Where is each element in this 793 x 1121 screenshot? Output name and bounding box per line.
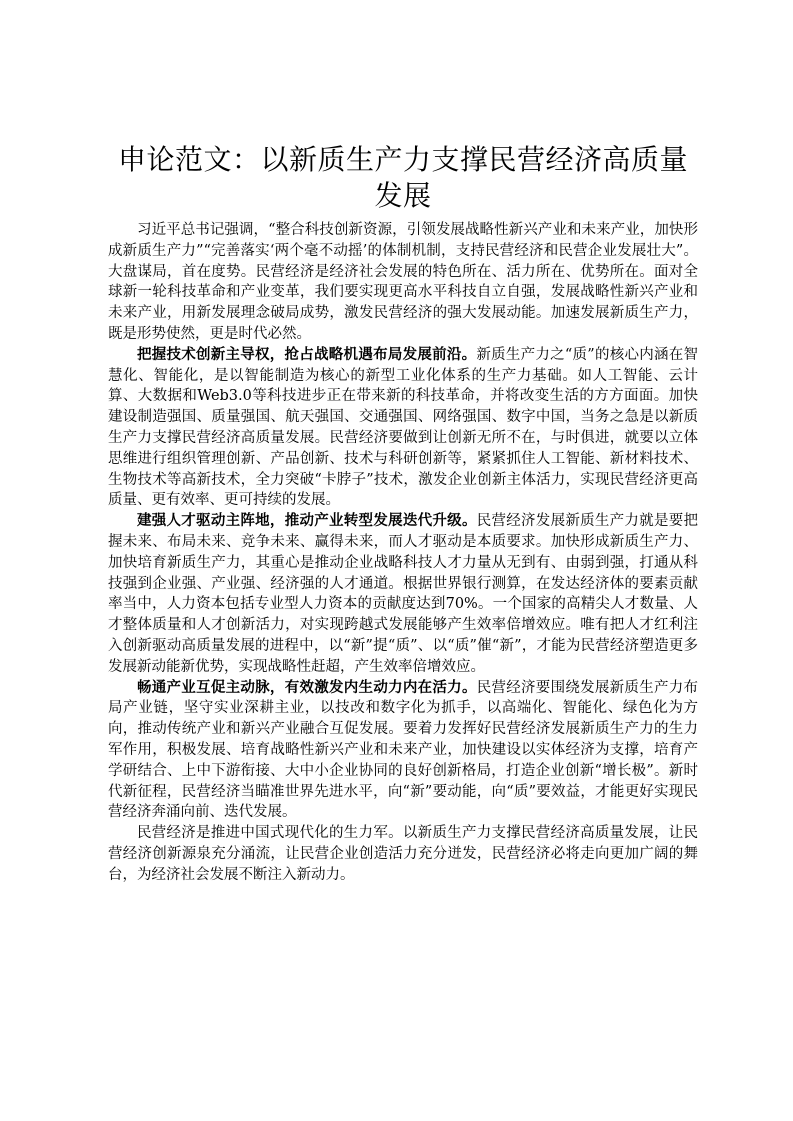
paragraph-text: 习近平总书记强调，“整合科技创新资源，引领发展战略性新兴产业和未来产业，加快形成新质生产力”“完善落实‘两个毫不动摇’的体制机制，支持民营经济和民营企业发展壮大”。大盘谋局，首在度势。民营经济是经济社会发展的特色所在、活力所在、优势所在。面对全球新一轮科技革命和产业变革，我们要实现更高水平科技自立自强，发展战略性新兴产业和未来产业，用新发展理念破局成势，激发民营经济的强大发展动能。加速发展新质生产力，既是形势使然，更是时代必然。 bbox=[108, 222, 698, 342]
paragraph-conclusion bbox=[108, 823, 698, 885]
paragraph-text: 民营经济是推进中国式现代化的生力军。以新质生产力支撑民营经济高质量发展，让民营经济创新源泉充分涌流，让民营企业创造活力充分迸发，民营经济必将走向更加广阔的舞台，为经济社会发展不断注入新动力。 bbox=[108, 825, 698, 883]
paragraph-intro bbox=[108, 220, 698, 345]
paragraph-text: 新质生产力之“质”的核心内涵在智慧化、智能化，是以智能制造为核心的新型工业化体系的生产力基础。如人工智能、云计算、大数据和Web3.0等科技进步正在带来新的科技革命，并将改变生活的方方面面。加快建设制造强国、质量强国、航天强国、交通强国、网络强国、数字中国，当务之急是以新质生产力支撑民营经济高质量发展。民营经济要做到让创新无所不在，与时俱进，就要以立体思维进行组织管理创新、产品创新、技术与科研创新等，紧紧抓住人工智能、新材料技术、生物技术等高新技术，全力突破“卡脖子”技术，激发企业创新主体活力，实现民营经济更高质量、更有效率、更可持续的发展。 bbox=[108, 346, 699, 509]
paragraph-text: 民营经济发展新质生产力就是要把握未来、布局未来、竞争未来、赢得未来，而人才驱动是本质要求。加快形成新质生产力、加快培育新质生产力，其重心是推动企业战略科技人才力量从无到有、由弱到强，打通从科技强到企业强、产业强、经济强的人才通道。根据世界银行测算，在发达经济体的要素贡献率当中，人力资本包括专业型人力资本的贡献度达到70%。一个国家的高精尖人才数量、人才整体质量和人才创新活力，对实现跨越式发展能够产生效率倍增效应。唯有把人才红利注入创新驱动高质量发展的进程中，以“新”提“质”、以“质”催“新”，才能为民营经济塑造更多发展新动能新优势，实现战略性赶超，产生效率倍增效应。 bbox=[108, 513, 699, 675]
paragraph-industry-synergy bbox=[108, 678, 698, 824]
paragraph-technology-innovation bbox=[108, 345, 698, 511]
paragraph-lead: 建强人才驱动主阵地，推动产业转型发展迭代升级。 bbox=[137, 512, 477, 530]
document-title: 申论范文：以新质生产力支撑民营经济高质量发展 bbox=[117, 143, 688, 212]
paragraph-talent-driven bbox=[108, 511, 698, 677]
document-body bbox=[108, 142, 698, 886]
paragraph-text: 民营经济要围绕发展新质生产力布局产业链，坚守实业深耕主业，以技改和数字化为抓手，以高端化、智能化、绿色化为方向，推动传统产业和新兴产业融合互促发展。要着力发挥好民营经济发展新质生产力的生力军作用，积极发展、培育战略性新兴产业和未来产业，加快建设以实体经济为支撑，培育产学研结合、上中下游衔接、大中小企业协同的良好创新格局，打造企业创新“增长极”。新时代新征程，民营经济当瞄准世界先进水平，向“新”要动能，向“质”要效益，才能更好实现民营经济奔涌向前、迭代发展。 bbox=[108, 679, 699, 821]
paragraph-lead: 把握技术创新主导权，抢占战略机遇布局发展前沿。 bbox=[137, 345, 477, 363]
paragraph-lead: 畅通产业互促主动脉，有效激发内生动力内在活力。 bbox=[137, 678, 477, 696]
